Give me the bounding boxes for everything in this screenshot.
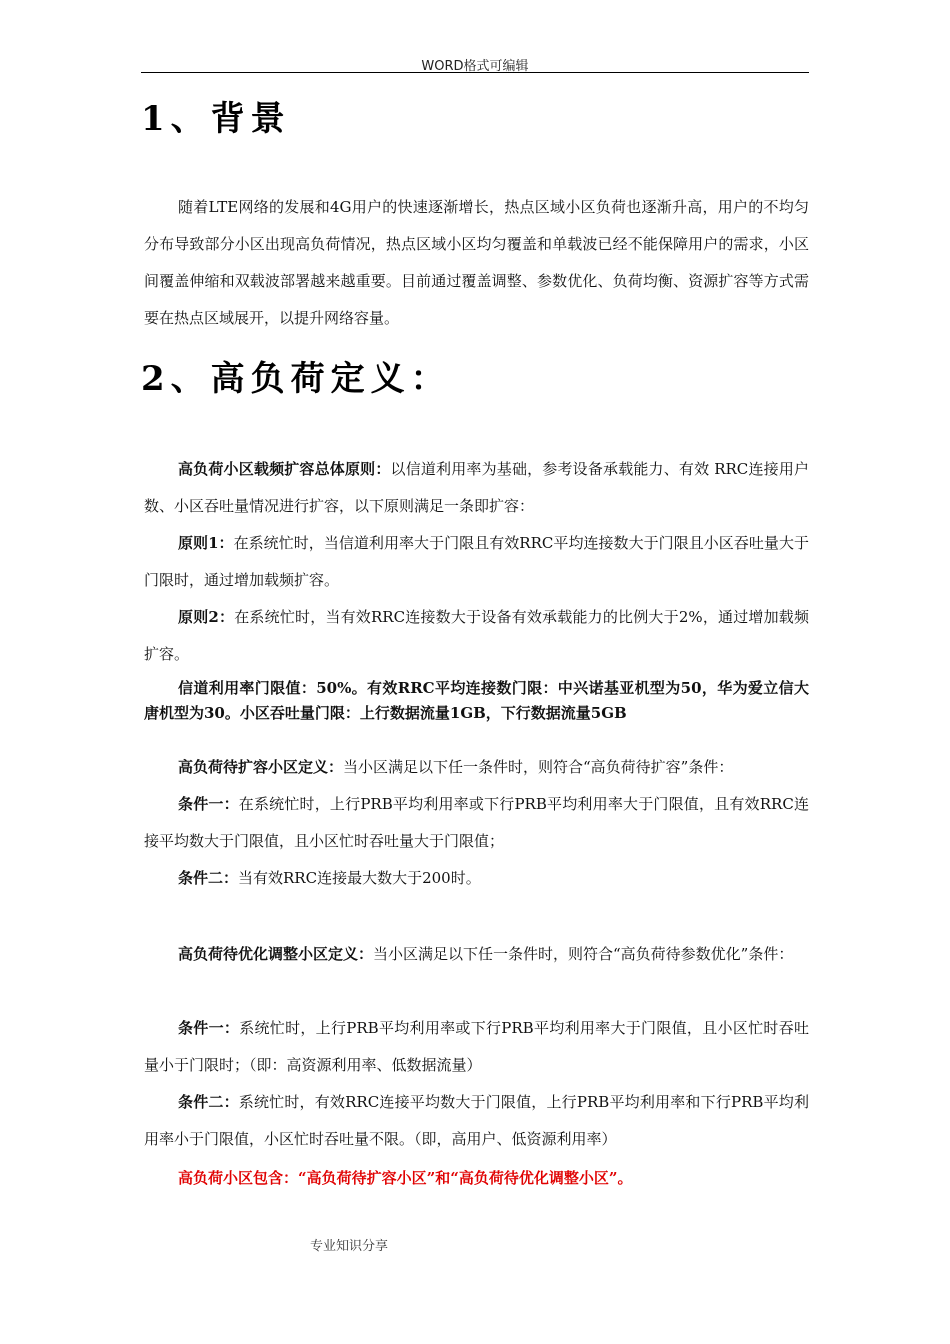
rule-2-label: 原则2： <box>178 608 235 626</box>
pending-expansion-label: 高负荷待扩容小区定义： <box>178 758 344 776</box>
threshold-values: 信道利用率门限值：50%。有效RRC平均连接数门限：中兴诺基亚机型为50，华为爱立信大唐机型为30。小区吞吐量门限：上行数据流量1GB，下行数据流量5GB <box>144 679 809 722</box>
condition-1-label: 条件一： <box>178 795 239 813</box>
section2-heading: 2、高负荷定义： <box>141 359 451 399</box>
condition-2-label: 条件二： <box>178 869 239 887</box>
pending-expansion-condition-1 <box>144 786 809 860</box>
condition-2-text: 当有效RRC连接最大数大于200时。 <box>238 869 481 887</box>
pending-expansion-text: 当小区满足以下任一条件时，则符合“高负荷待扩容”条件： <box>343 758 734 776</box>
pending-optimization-text: 当小区满足以下任一条件时，则符合“高负荷待参数优化”条件： <box>373 945 794 963</box>
rule-2-text: 在系统忙时，当有效RRC连接数大于设备有效承载能力的比例大于2%，通过增加载频扩容。 <box>144 608 809 663</box>
pending-expansion-definition <box>144 749 809 786</box>
pending-optimization-condition-2 <box>144 1084 809 1158</box>
section1-paragraph: 随着LTE网络的发展和4G用户的快速逐渐增长，热点区域小区负荷也逐渐升高，用户的不均匀分布导致部分小区出现高负荷情况，热点区域小区均匀覆盖和单载波已经不能保障用户的需求，小区间覆盖伸缩和双载波部署越来越重要。目前通过覆盖调整、参数优化、负荷均衡、资源扩容等方式需要在热点区域展开，以提升网络容量。 <box>144 198 809 327</box>
pending-optimization-condition-1 <box>144 1010 809 1084</box>
pending-optimization-definition <box>144 936 809 973</box>
rule-1 <box>144 525 809 599</box>
condition-2-text: 系统忙时，有效RRC连接平均数大于门限值，上行PRB平均利用率和下行PRB平均利用率小于门限值，小区忙时吞吐量不限。（即，高用户、低资源利用率） <box>144 1093 809 1148</box>
expansion-principle <box>144 451 809 525</box>
condition-2-label: 条件二： <box>178 1093 239 1111</box>
section1-heading: 1、背景 <box>141 99 291 139</box>
rule-1-text: 在系统忙时，当信道利用率大于门限且有效RRC平均连接数大于门限且小区吞吐量大于门限时，通过增加载频扩容。 <box>144 534 809 589</box>
rule-1-label: 原则1： <box>178 534 234 552</box>
pending-expansion-condition-2 <box>144 860 809 897</box>
condition-1-text: 系统忙时，上行PRB平均利用率或下行PRB平均利用率大于门限值，且小区忙时吞吐量小于门限时；（即：高资源利用率、低数据流量） <box>144 1019 809 1074</box>
expansion-principle-label: 高负荷小区载频扩容总体原则： <box>178 460 391 478</box>
pending-optimization-label: 高负荷待优化调整小区定义： <box>178 945 374 963</box>
page-footer: 专业知识分享 <box>310 1239 389 1254</box>
expansion-principle-text: 以信道利用率为基础，参考设备承载能力、有效 RRC连接用户数、小区吞吐量情况进行扩容，以下原则满足一条即扩容： <box>144 460 809 515</box>
condition-1-label: 条件一： <box>178 1019 240 1037</box>
header-divider <box>141 72 809 73</box>
high-load-summary: 高负荷小区包含：“高负荷待扩容小区”和“高负荷待优化调整小区”。 <box>178 1169 633 1187</box>
rule-2 <box>144 599 809 673</box>
condition-1-text: 在系统忙时，上行PRB平均利用率或下行PRB平均利用率大于门限值，且有效RRC连接平均数大于门限值，且小区忙时吞吐量大于门限值； <box>144 795 809 850</box>
page-header: WORD格式可编辑 <box>421 59 529 74</box>
